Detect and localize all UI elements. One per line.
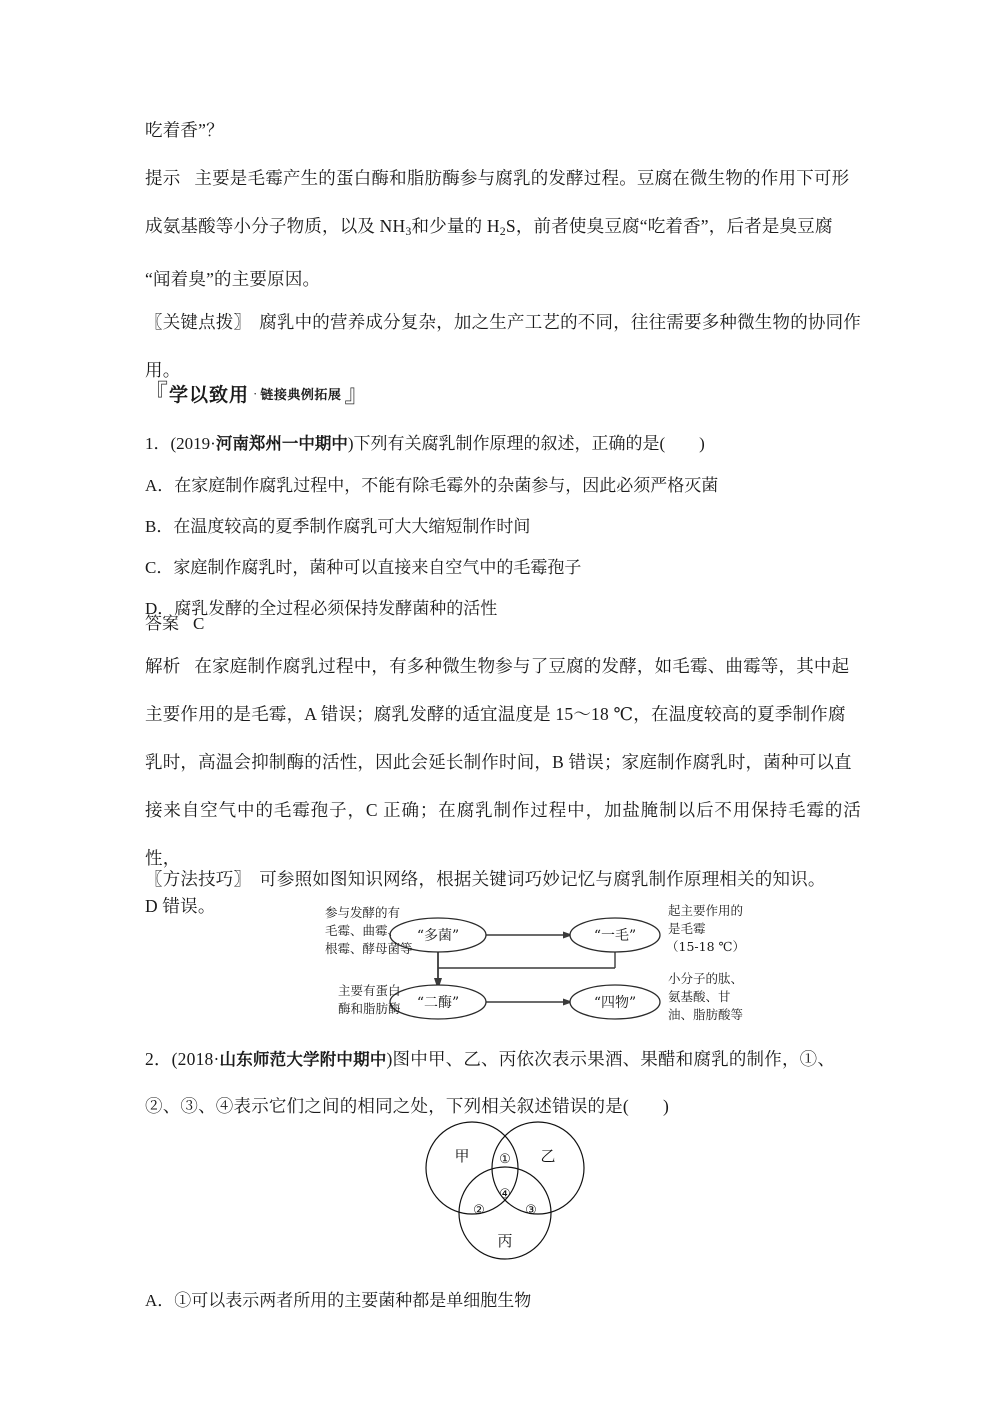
question-1-stem-text: 下列有关腐乳制作原理的叙述，正确的是( — [353, 434, 666, 453]
answer-label: 答案 — [145, 614, 179, 633]
hint-paragraph-line-3: “闻着臭”的主要原因。 — [145, 268, 321, 289]
right-label-3: （15-18 ℃） — [666, 939, 745, 954]
hint-paragraph-line-1 — [145, 154, 861, 202]
left-label-2: 毛霉、曲霉、 — [325, 923, 401, 938]
venn-region-1: ① — [499, 1152, 511, 1167]
analysis-line-3: 乳时，高温会抑制酶的活性，因此会延长制作时间，B 错误；家庭制作腐乳时，菌种可以直 — [145, 752, 852, 772]
venn-label-yi: 乙 — [540, 1147, 556, 1165]
question-1-line — [145, 423, 861, 465]
question-2-number: 2． — [145, 1049, 172, 1069]
hint-text-1: 主要是毛霉产生的蛋白酶和脂肪酶参与腐乳的发酵过程。豆腐在微生物的作用下可形 — [194, 168, 850, 188]
venn-label-jia: 甲 — [454, 1147, 470, 1165]
h2s-subscript: 2 — [499, 223, 506, 238]
venn-region-2: ② — [473, 1203, 485, 1218]
question-1-stem — [145, 423, 861, 465]
right-label-6: 油、脂肪酸等 — [668, 1007, 744, 1022]
venn-label-bing: 丙 — [497, 1232, 513, 1250]
keypoint-line-1 — [145, 298, 861, 346]
nh3-subscript: 3 — [405, 223, 412, 238]
right-label-1: 起主要作用的 — [668, 903, 744, 918]
node-label-siwu: “四物” — [593, 995, 637, 1011]
question-2-line-1 — [145, 1036, 861, 1083]
question-2-stem-close: ) — [662, 1096, 669, 1116]
analysis-line-5: D 错误。 — [145, 896, 216, 916]
question-2-stem-text-1: 图中甲、乙、丙依次表示果酒、果醋和腐乳的制作，①、 — [392, 1049, 836, 1069]
banner-title: 学以致用 — [169, 383, 250, 406]
banner-separator-dot: · — [253, 386, 258, 401]
keypoint-line-2: 用。 — [145, 360, 181, 380]
right-label-2: 是毛霉 — [668, 921, 706, 936]
left-label-3: 根霉、酵母菌等 — [325, 941, 413, 956]
analysis-line-1 — [145, 642, 861, 690]
analysis-line-4: 接来自空气中的毛霉孢子，C 正确；在腐乳制作过程中，加盐腌制以后不用保持毛霉的活性， — [145, 800, 861, 868]
hint-text-2c: S，前者使臭豆腐“吃着香”，后者是臭豆腐 — [505, 216, 833, 236]
option-a[interactable]: A．在家庭制作腐乳过程中，不能有除毛霉外的杂菌参与，因此必须严格灭菌 — [145, 476, 719, 495]
option-d[interactable]: D．腐乳发酵的全过程必须保持发酵菌种的活性 — [145, 599, 498, 618]
keypoint-label: 〖关键点拨〗 — [145, 312, 252, 332]
question-2-source-suffix: ) — [386, 1049, 393, 1069]
answer-block — [145, 603, 861, 644]
method-line — [145, 855, 861, 903]
analysis-line-2: 主要作用的是毛霉，A 错误；腐乳发酵的适宜温度是 15～18 ℃，在温度较高的夏季制作腐 — [145, 704, 846, 724]
venn-diagram-figure — [420, 1118, 590, 1260]
answer-value: C — [193, 614, 205, 633]
banner-open-bracket: 『 — [143, 378, 169, 408]
question-2-options — [145, 1280, 861, 1321]
network-node-labels — [417, 928, 636, 1011]
question-1-source: 河南郑州一中期中 — [215, 434, 348, 453]
section-banner — [143, 378, 369, 408]
method-text: 可参照如图知识网络，根据关键词巧妙记忆与腐乳制作原理相关的知识。 — [259, 869, 826, 889]
question-1-source-suffix: ) — [347, 434, 354, 453]
q2-option-a[interactable]: A．①可以表示两者所用的主要菌种都是单细胞生物 — [145, 1291, 532, 1310]
method-label: 〖方法技巧〗 — [145, 869, 252, 889]
hint-label: 提示 — [145, 168, 181, 188]
right-label-4: 小分子的肽、 — [668, 971, 744, 986]
left-label-5: 酶和脂肪酶 — [338, 1001, 401, 1016]
option-c[interactable]: C．家庭制作腐乳时，菌种可以直接来自空气中的毛霉孢子 — [145, 558, 582, 577]
question-1-stem-close: ) — [699, 434, 705, 453]
keypoint-text-1: 腐乳中的营养成分复杂，加之生产工艺的不同，往往需要多种微生物的协同作 — [259, 312, 862, 332]
question-2-source-prefix: (2018· — [171, 1049, 220, 1069]
question-1-number: 1． — [145, 434, 171, 453]
node-label-ermei: “二酶” — [416, 995, 460, 1011]
right-label-5: 氨基酸、甘 — [668, 989, 731, 1004]
method-block — [145, 855, 861, 903]
venn-region-4: ④ — [499, 1187, 511, 1202]
question-2-source: 山东师范大学附中期中 — [219, 1050, 387, 1069]
venn-region-3: ③ — [525, 1203, 537, 1218]
venn-region-labels — [473, 1152, 537, 1218]
banner-subtitle: 链接典例拓展 — [260, 387, 342, 403]
question-2-stem-text-2: ②、③、④表示它们之间的相同之处，下列相关叙述错误的是( — [145, 1096, 629, 1116]
analysis-label: 解析 — [145, 656, 181, 676]
option-b[interactable]: B．在温度较高的夏季制作腐乳可大大缩短制作时间 — [145, 517, 531, 536]
knowledge-network-figure — [325, 902, 745, 1024]
left-label-1: 参与发酵的有 — [325, 905, 401, 920]
hint-text-2a: 成氨基酸等小分子物质，以及 NH — [145, 216, 406, 236]
hint-text-2b: 和少量的 H — [411, 216, 500, 236]
network-right-labels — [666, 903, 745, 1022]
node-label-yimao: “一毛” — [593, 928, 637, 944]
node-label-duojun: “多菌” — [416, 928, 460, 944]
hint-paragraph-line-2 — [145, 202, 861, 255]
left-label-4: 主要有蛋白 — [338, 983, 401, 998]
answer-line — [145, 603, 861, 644]
question-1-source-prefix: (2019· — [170, 434, 216, 453]
question-tail-line: 吃着香”？ — [145, 120, 224, 140]
hint-block — [145, 106, 861, 303]
question-2-stem — [145, 1036, 861, 1129]
banner-close-bracket: 』 — [344, 378, 370, 408]
analysis-text-1: 在家庭制作腐乳过程中，有多种微生物参与了豆腐的发酵，如毛霉、曲霉等，其中起 — [194, 656, 850, 676]
